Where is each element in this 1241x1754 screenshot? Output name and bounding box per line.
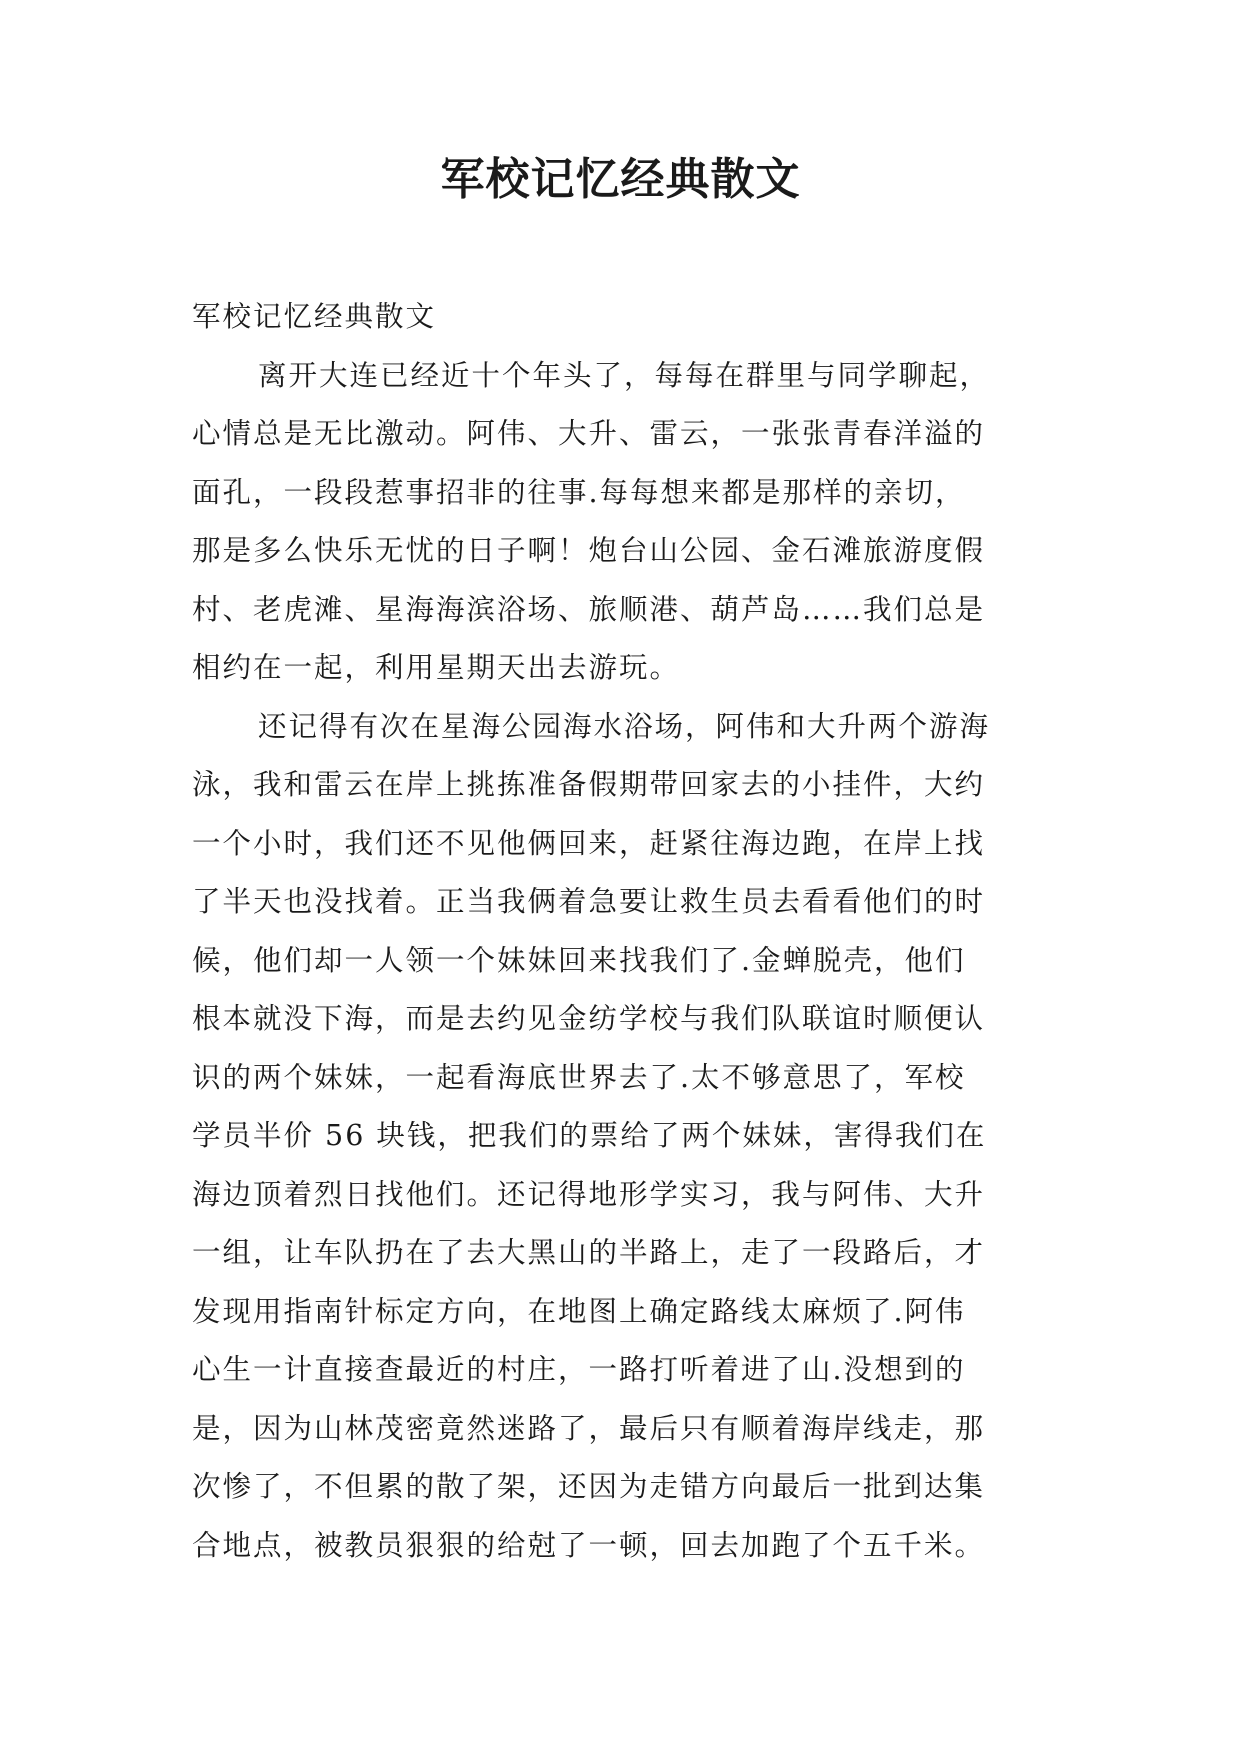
paragraph-2-line: 还记得有次在星海公园海水浴场，阿伟和大升两个游海 — [258, 709, 991, 743]
paragraph-2-line: 次惨了，不但累的散了架，还因为走错方向最后一批到达集 — [192, 1470, 986, 1503]
paragraph-2-line: 海边顶着烈日找他们。还记得地形学实习，我与阿伟、大升 — [192, 1177, 986, 1211]
paragraph-2-line: 一个小时，我们还不见他俩回来，赶紧往海边跑，在岸上找 — [192, 826, 986, 860]
paragraph-2-line: 心生一计直接查最近的村庄，一路打听着进了山.没想到的 — [192, 1353, 966, 1386]
paragraph-2-line: 了半天也没找着。正当我俩着急要让救生员去看看他们的时 — [192, 885, 986, 918]
document-title: 军校记忆经典散文 — [440, 154, 801, 205]
paragraph-1-line: 那是多么快乐无忧的日子啊！炮台山公园、金石滩旅游度假 — [192, 534, 986, 567]
paragraph-2-line: 泳，我和雷云在岸上挑拣准备假期带回家去的小挂件，大约 — [192, 768, 986, 801]
paragraph-1-line: 心情总是无比激动。阿伟、大升、雷云，一张张青春洋溢的 — [192, 417, 986, 450]
paragraph-2-line: 候，他们却一人领一个妹妹回来找我们了.金蝉脱壳，他们 — [192, 943, 966, 977]
document-subtitle: 军校记忆经典散文 — [192, 300, 437, 333]
paragraph-2-line: 根本就没下海，而是去约见金纺学校与我们队联谊时顺便认 — [192, 1002, 986, 1035]
paragraph-2-line: 合地点，被教员狠狠的给尅了一顿，回去加跑了个五千米。 — [192, 1528, 986, 1562]
paragraph-2-line: 是，因为山林茂密竟然迷路了，最后只有顺着海岸线走，那 — [192, 1411, 986, 1445]
paragraph-2-line: 一组，让车队扔在了去大黑山的半路上，走了一段路后，才 — [192, 1236, 986, 1269]
paragraph-1-line: 面孔，一段段惹事招非的往事.每每想来都是那样的亲切， — [192, 475, 966, 509]
paragraph-1-line: 相约在一起，利用星期天出去游玩。 — [192, 651, 681, 684]
paragraph-2-line: 学员半价 56 块钱，把我们的票给了两个妹妹，害得我们在 — [192, 1119, 987, 1152]
paragraph-2-line: 识的两个妹妹，一起看海底世界去了.太不够意思了，军校 — [192, 1060, 966, 1094]
paragraph-1-line: 离开大连已经近十个年头了，每每在群里与同学聊起， — [258, 358, 991, 392]
document-body — [192, 288, 1072, 1575]
paragraph-2-line: 发现用指南针标定方向，在地图上确定路线太麻烦了.阿伟 — [192, 1294, 966, 1328]
paragraph-1-line: 村、老虎滩、星海海滨浴场、旅顺港、葫芦岛……我们总是 — [192, 592, 986, 626]
